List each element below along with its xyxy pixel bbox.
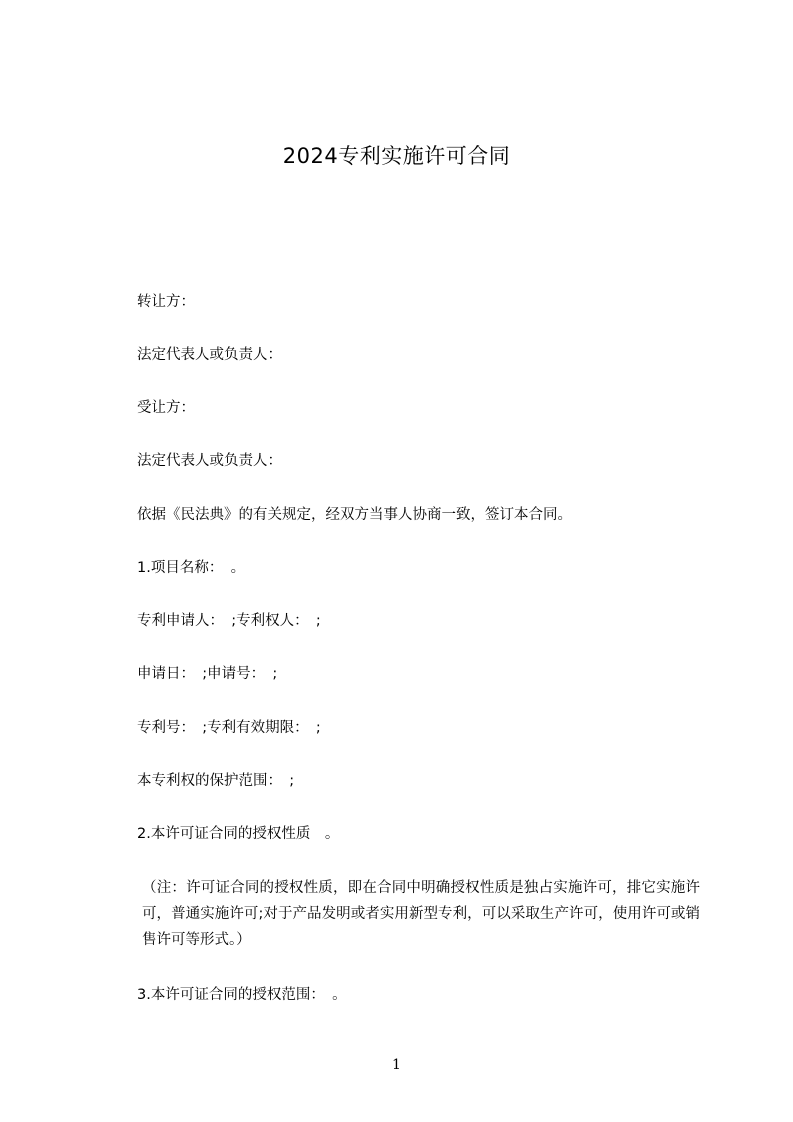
transferee-line: 受让方： <box>137 400 195 416</box>
patent-number-line: 专利号： ;专利有效期限： ; <box>137 720 321 736</box>
project-name-line: 1.项目名称： 。 <box>137 560 246 576</box>
license-scope-line: 3.本许可证合同的授权范围： 。 <box>137 987 347 1003</box>
transferor-representative-line: 法定代表人或负责人： <box>137 347 282 363</box>
license-nature-line: 2.本许可证合同的授权性质 。 <box>137 826 340 842</box>
note-text: （注：许可证合同的授权性质，即在合同中明确授权性质是独占实施许可，排它实施许可，普通实施许可;对于产品发明或者实用新型专利，可以采取生产许可，使用许可或销售许可等形式。） <box>142 880 700 948</box>
legal-basis-paragraph: 依据《民法典》的有关规定，经双方当事人协商一致，签订本合同。 <box>137 507 572 523</box>
transferee-representative-line: 法定代表人或负责人： <box>137 453 282 469</box>
document-title: 2024专利实施许可合同 <box>282 144 511 168</box>
license-nature-note <box>105 875 700 953</box>
application-date-line: 申请日： ;申请号： ; <box>137 666 278 682</box>
page-number: 1 <box>392 1057 401 1073</box>
protection-scope-line: 本专利权的保护范围： ; <box>137 773 295 789</box>
transferor-line: 转让方： <box>137 294 195 310</box>
patent-applicant-line: 专利申请人： ;专利权人： ; <box>137 613 321 629</box>
